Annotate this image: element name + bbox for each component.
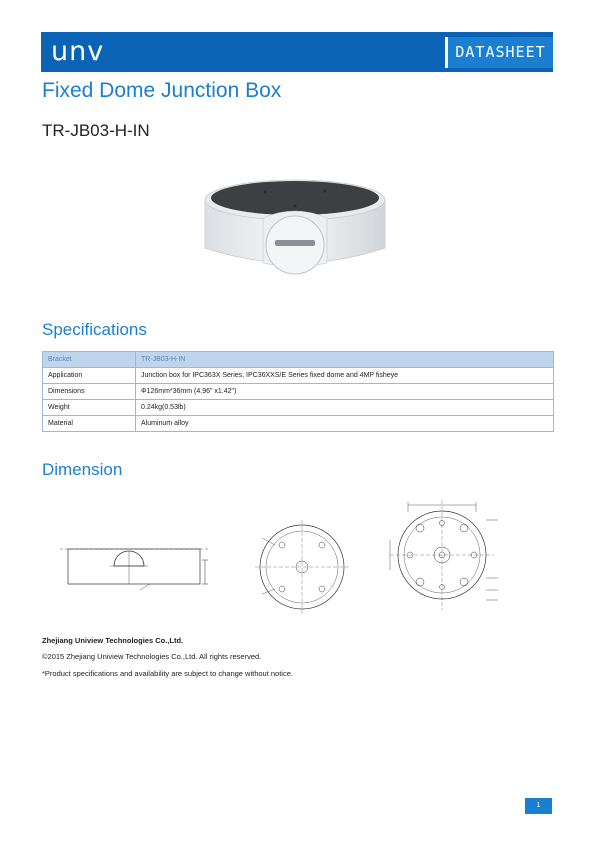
table-cell: TR-JB03-H-IN <box>136 352 554 368</box>
side-view-drawing <box>60 549 208 590</box>
table-row <box>43 384 554 400</box>
logo-text: unv <box>51 36 105 67</box>
footer-copyright: ©2015 Zhejiang Uniview Technologies Co.,Ltd. All rights reserved. <box>42 652 262 661</box>
table-cell: Material <box>43 416 136 432</box>
table-cell: Weight <box>43 400 136 416</box>
dimension-heading: Dimension <box>42 460 123 479</box>
specifications-heading: Specifications <box>42 320 147 339</box>
table-cell: Application <box>43 368 136 384</box>
page-title: Fixed Dome Junction Box <box>42 79 282 102</box>
model-number: TR-JB03-H-IN <box>42 121 150 140</box>
table-header-row <box>43 352 554 368</box>
specifications-table <box>42 351 554 432</box>
footer-disclaimer: *Product specifications and availability are subject to change without notice. <box>42 669 293 678</box>
brand-logo <box>51 37 104 67</box>
table-row <box>43 416 554 432</box>
doc-type-badge <box>445 37 553 68</box>
bottom-view-drawing <box>390 500 498 610</box>
top-view-drawing <box>255 520 349 614</box>
page-number: 1 <box>525 798 552 814</box>
table-cell: Bracket <box>43 352 136 368</box>
header-bar <box>41 32 553 72</box>
product-image <box>195 178 395 283</box>
table-row <box>43 400 554 416</box>
doc-type-label: DATASHEET <box>448 37 553 68</box>
table-cell: Junction box for IPC363X Series, IPC36XXS/E Series fixed dome and 4MP fisheye <box>136 368 554 384</box>
table-cell: Dimensions <box>43 384 136 400</box>
table-cell: Aluminum alloy <box>136 416 554 432</box>
footer-company: Zhejiang Uniview Technologies Co.,Ltd. <box>42 636 184 645</box>
table-cell: Φ126mm*36mm (4.96" x1.42") <box>136 384 554 400</box>
table-row <box>43 368 554 384</box>
table-cell: 0.24kg(0.53lb) <box>136 400 554 416</box>
